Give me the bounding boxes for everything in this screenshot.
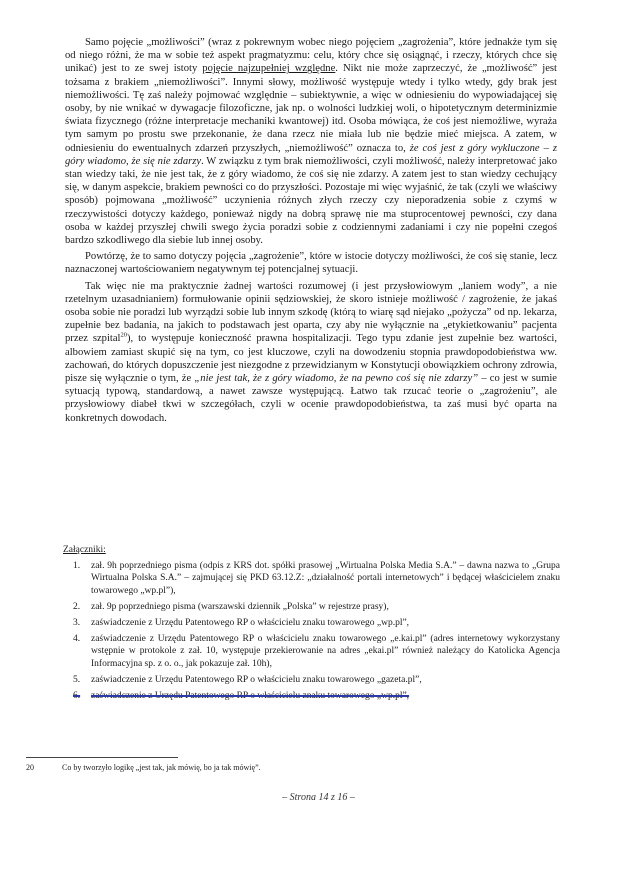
attachment-number: 3. — [73, 618, 81, 629]
footnote-divider — [26, 757, 178, 758]
paragraph-1-part-1: Samo pojęcie „możliwości” (wraz z pokrewnym wobec niego pojęciem „zagrożenia”, które jednakże tym się od niego różni, że ma w sobie też aspekt pragmatyzmu: celu, który chce się osiągnąć, i rzeczy, których chce się unikać) jest to ze swej istoty — [65, 37, 557, 75]
paragraph-3-part-3: – co jest w sumie sytuacją typową, standardową, a nawet zawsze występującą. Łatwo tak rzucać teorie o „zagrożeniu”, ale przysłowiowy diabeł tkwi w szczegółach, czyli w ocenie prawdopodobieństwa, ta zaś musi być oparta na konkretnych dowodach. — [65, 373, 557, 424]
footnote-text: Co by tworzyło logikę „jest tak, jak mówię, bo ja tak mówię”. — [62, 763, 261, 772]
attachment-item — [63, 617, 560, 629]
italic-quote: „nie jest tak, że z góry wiadomo, że na pewno coś się nie zdarzy” — [194, 373, 479, 385]
attachment-item-struck — [63, 690, 560, 702]
paragraph-2: Powtórzę, że to samo dotyczy pojęcia „zagrożenie”, które w istocie dotyczy możliwości, że coś się stanie, lecz naznaczonej wartościowaniem negatywnym tej potencjalnej sytuacji. — [65, 251, 557, 276]
underlined-phrase: pojęcie najzupełniej względne — [202, 63, 336, 75]
attachment-item — [63, 674, 560, 686]
attachments-section — [63, 544, 560, 706]
attachment-number: 4. — [73, 634, 81, 645]
attachment-item — [63, 560, 560, 597]
attachment-text: zaświadczenie z Urzędu Patentowego RP o właścicielu znaku towarowego „wp.pl”, — [91, 618, 410, 629]
attachment-text: zał. 9h poprzedniego pisma (odpis z KRS dot. spółki prasowej „Wirtualna Polska Media S.A.” – dawna nazwa to „Grupa Wirtualna Polska S.A.” – zajmującej się PKD 63.12.Z: „działalność portali internetowych” i będącej właścicielem znaku towarowego „wp.pl”), — [91, 561, 560, 596]
italic-phrase: że coś jest z góry wykluczone – z góry wiadomo, że się nie zdarzy — [65, 142, 557, 167]
paragraph-1-part-3: . W związku z tym brak niemożliwości, czyli możliwość, należy interpretować jako stan wiedzy taki, że nie jest tak, że z góry wiadomo, że coś się nie zdarzy. A zatem jest to stan wiedzy cechujący się, w danym aspekcie, brakiem pewności co do przyszłości. Pozostaje mi więc wyjaśnić, że tak (czyli we właściwy sposób) pojmowana „możliwość” uczynienia różnych złych rzeczy czy nieporadzenia sobie z czymś w rzeczywistości dotyczy każdego, ponieważ nigdy na dobrą sprawę nie ma stuprocentowej pewności, czy dana osoba w każdej przyszłej chwili swego życia poradzi sobie z codziennymi zadaniami i czy nie popełni czegoś bardzo szkodliwego dla siebie lub innej osoby. — [65, 155, 557, 247]
attachment-text: zaświadczenie z Urzędu Patentowego RP o właścicielu znaku towarowego „e.kai.pl” (adres internetowy wykorzystany wstępnie w protokole z zał. 10, występuje przekierowanie na adres „ekai.pl” również należący do Katolicka Agencja Informacyjna sp. z o. o., jak pokazuje zał. 10h), — [91, 634, 560, 669]
paragraph-3-part-2: ), to występuje konieczność prawna hospitalizacji. Tego typu zdanie jest zupełnie bez wartości, albowiem zamiast skupić się na tym, co jest kluczowe, czyli na dowodzeniu stopnia prawdopodobieństwa ww. zachowań, do których dopuszczenie jest niezgodne z przewidzianym w Konstytucji obowiązkiem ochrony zdrowia, pisze się wyłącznie o tym, że — [65, 333, 558, 385]
attachments-title: Załączniki: — [63, 545, 106, 555]
attachment-text: zaświadczenie z Urzędu Patentowego RP o właścicielu znaku towarowego „gazeta.pl”, — [91, 674, 422, 685]
paragraph-1 — [65, 36, 557, 247]
attachment-number: 1. — [73, 561, 81, 572]
footnote-reference: 20 — [120, 331, 127, 339]
attachment-item — [63, 601, 560, 613]
attachment-number: 5. — [73, 674, 81, 685]
body-text — [65, 36, 557, 428]
attachment-number: 6. — [73, 691, 81, 702]
attachment-item — [63, 633, 560, 670]
paragraph-3 — [65, 280, 557, 425]
attachment-number: 2. — [73, 601, 81, 612]
attachments-list — [63, 560, 560, 702]
page-number: – Strona 14 z 16 – — [282, 792, 355, 803]
attachment-text-struck: zaświadczenie z Urzędu Patentowego RP o właścicielu znaku towarowego „wp.pl”, — [91, 691, 410, 702]
paragraph-1-part-2: . Nikt nie może zaprzeczyć, że „możliwość” jest tożsama z brakiem „niemożliwości”. Innymi słowy, możliwość występuje wtedy i tylko wtedy, gdy brak jest niemożliwości. Tę zaś należy pojmować względnie – subiektywnie, a więc w odniesieniu do wypowiadającej się osoby, by nie wnikać w dywagacje filozoficzne, jak np. o wolności ludzkiej woli, o hipotetycznym determinizmie świata fizycznego (różne interpretacje mechaniki kwantowej) itd. Osoba mówiąca, że coś jest niemożliwe, wyraża tym samym po prostu swe przekonanie, że dana rzecz nie miała lub nie będzie mieć miejsca. A zatem, w odniesieniu do ewentualnych zdarzeń przyszłych, „niemożliwość” oznacza to, — [65, 63, 557, 154]
footnote — [26, 763, 261, 772]
footnote-number: 20 — [26, 763, 34, 772]
paragraph-3-part-1: Tak więc nie ma praktycznie żadnej wartości rozumowej (i jest przysłowiowym „laniem wody”, a nie rzetelnym uzasadnianiem) formułowanie opinii sędziowskiej, że skoro istnieje możliwość / zagrożenie, że jakaś osoba sobie nie poradzi lub wyrządzi sobie lub innym szkodę (którą to wiarę sąd niejako „pożycza” od np. lekarza, zupełnie bez badania, na jakich to podstawach jest oparta, czy aby nie wyłącznie na „etykietkowaniu” pacjenta przez szpital — [65, 280, 557, 345]
attachment-text: zał. 9p poprzedniego pisma (warszawski dziennik „Polska” w rejestrze prasy), — [91, 601, 389, 612]
